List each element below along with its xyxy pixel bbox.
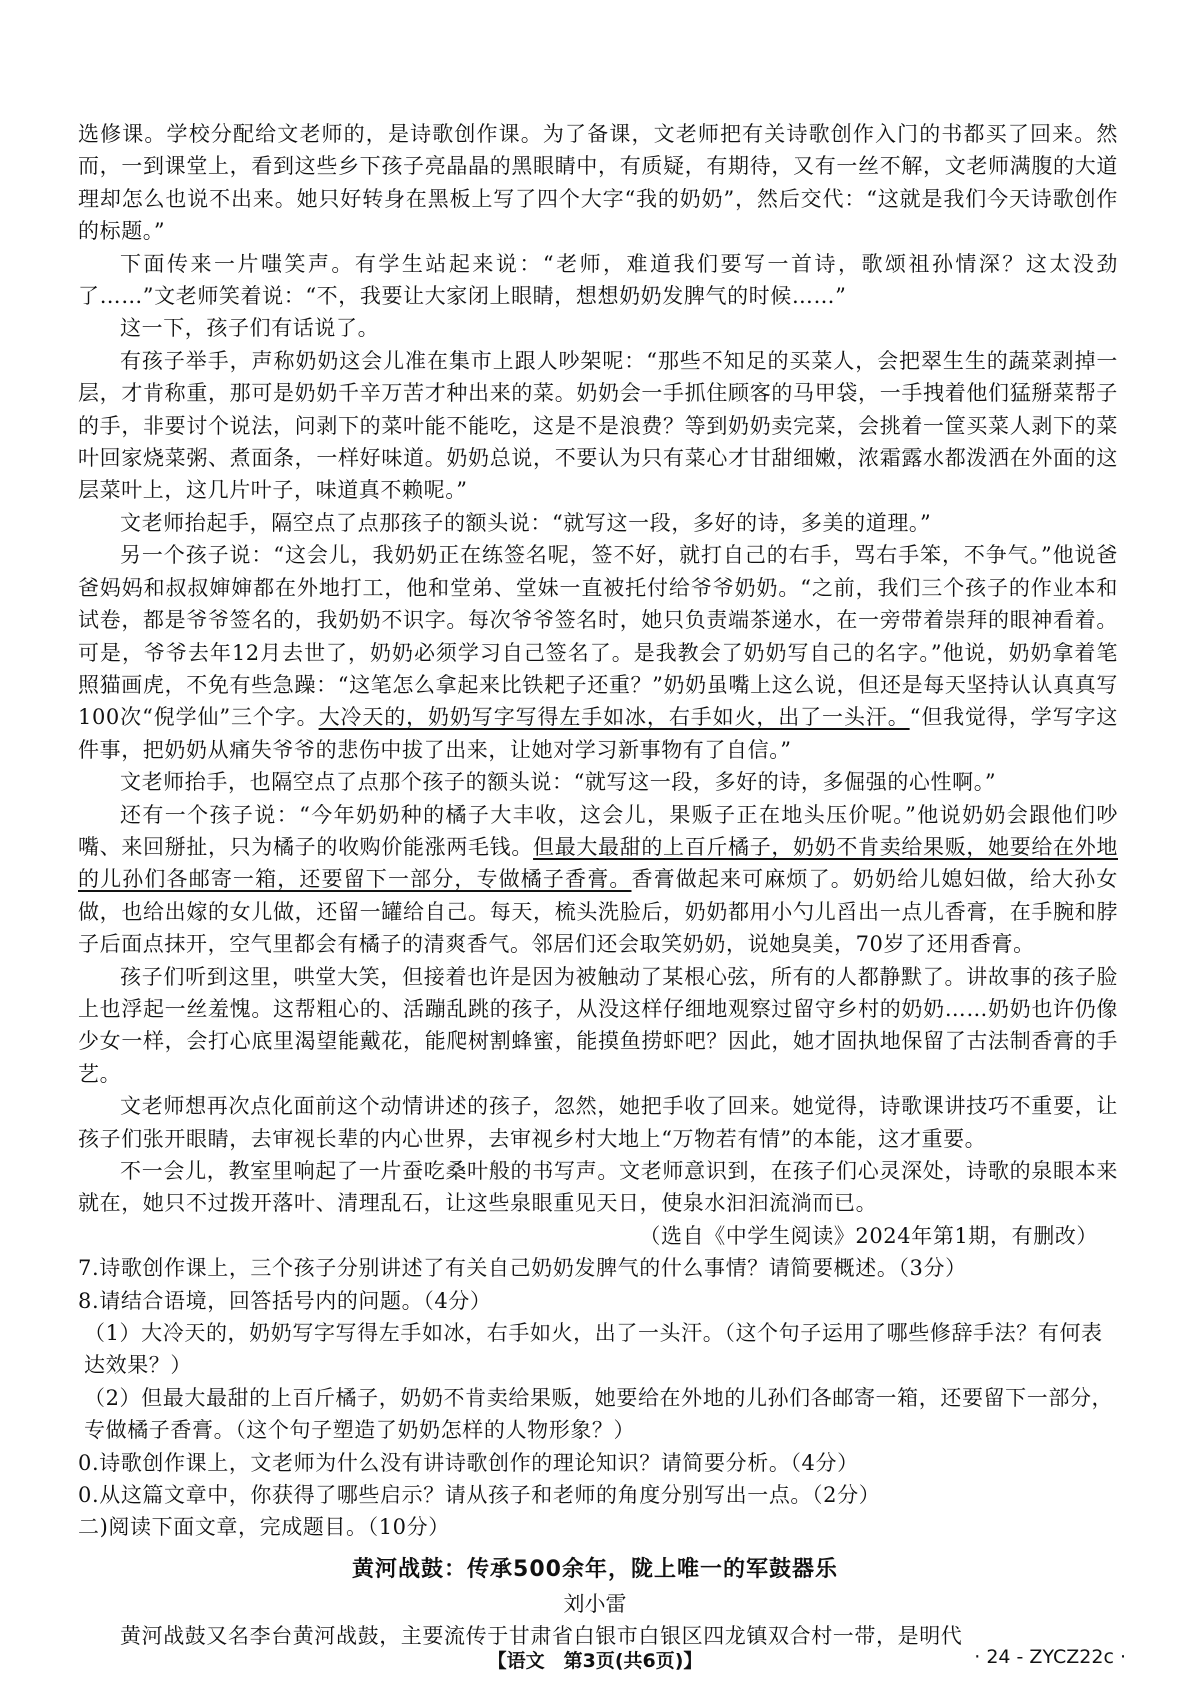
paragraph-4: 有孩子举手，声称奶奶这会儿准在集市上跟人吵架呢：“那些不知足的买菜人，会把翠生生的蔬菜剥掉一层，才肯称重，那可是奶奶千辛万苦才种出来的菜。奶奶会一手抓住顾客的马甲袋，一手拽着他们猛掰菜帮子的手，非要讨个说法，问剥下的菜叶能不能吃，这是不是浪费？等到奶奶卖完菜，会挑着一筐买菜人剥下的菜叶回家烧菜粥、煮面条，一样好味道。奶奶总说，不要认为只有菜心才甘甜细嫩，浓霜露水都泼洒在外面的这层菜叶上，这几片叶子，味道真不赖呢。” xyxy=(78,348,1118,503)
underlined-sentence-1: 大冷天的，奶奶写字写得左手如冰，右手如火，出了一头汗。 xyxy=(318,705,910,730)
question-8-2: （2）但最大最甜的上百斤橘子，奶奶不肯卖给果贩，她要给在外地的儿孙们各邮寄一箱，还要留下一部分，专做橘子香膏。（这个句子塑造了奶奶怎样的人物形象？） xyxy=(84,1385,1114,1443)
paragraph-1: 选修课。学校分配给文老师的，是诗歌创作课。为了备课，文老师把有关诗歌创作入门的书都买了回来。然而，一到课堂上，看到这些乡下孩子亮晶晶的黑眼睛中，有质疑，有期待，又有一丝不解，文老师满腹的大道理却怎么也说不出来。她只好转身在黑板上写了四个大字“我的奶奶”，然后交代：“这就是我们今天诗歌创作的标题。” xyxy=(78,122,1118,244)
article-first-line: 黄河战鼓又名李台黄河战鼓，主要流传于甘肃省白银市白银区四龙镇双合村一带，是明代 xyxy=(120,1624,963,1648)
exam-code: · 24 - ZYCZ22c · xyxy=(974,1646,1126,1668)
paragraph-6-tail: “但我觉得，学写字这件事，把奶奶从痛失爷爷的悲伤中拔了出来，让她对学习新事物有了自信。” xyxy=(78,705,1118,762)
paragraph-7: 文老师抬手，也隔空点了点那个孩子的额头说：“就写这一段，多好的诗，多倔强的心性啊。” xyxy=(120,770,997,795)
article-title: 黄河战鼓：传承500余年，陇上唯一的军鼓器乐 xyxy=(352,1557,838,1582)
page-footer xyxy=(0,1646,1190,1676)
question-8: 8.请结合语境，回答括号内的问题。（4分） xyxy=(78,1288,492,1313)
paragraph-5: 文老师抬起手，隔空点了点那孩子的额头说：“就写这一段，多好的诗，多美的道理。” xyxy=(120,510,932,535)
paragraph-11: 不一会儿，教室里响起了一片蚕吃桑叶般的书写声。文老师意识到，在孩子们心灵深处，诗歌的泉眼本来就在，她只不过拨开落叶、清理乱石，让这些泉眼重见天日，使泉水汩汩流淌而已。 xyxy=(78,1159,1118,1216)
article-author: 刘小雷 xyxy=(563,1592,627,1616)
section-2-heading: 二)阅读下面文章，完成题目。（10分） xyxy=(78,1515,450,1540)
paragraph-6-text: 另一个孩子说：“这会儿，我奶奶正在练签名呢，签不好，就打自己的右手，骂右手笨，不争气。”他说爸爸妈妈和叔叔婶婶都在外地打工，他和堂弟、堂妹一直被托付给爷爷奶奶。“之前，我们三个孩子的作业本和试卷，都是爷爷签名的，我奶奶不识字。每次爷爷签名时，她只负责端茶递水，在一旁带着崇拜的眼神看着。可是，爷爷去年12月去世了，奶奶必须学习自己签名了。是我教会了奶奶写自己的名字。”他说，奶奶拿着笔照猫画虎，不免有些急躁：“这笔怎么拿起来比铁耙子还重？”奶奶虽嘴上这么说，但还是每天坚持认认真真写100次“倪学仙”三个字。 xyxy=(78,543,1118,730)
page-number: 【语文 第3页(共6页)】 xyxy=(487,1650,703,1672)
paragraph-3: 这一下，孩子们有话说了。 xyxy=(120,316,380,341)
underlined-sentence-2: 但最大最甜的上百斤橘子，奶奶不肯卖给果贩，她要给在外地的儿孙们各邮寄一箱，还要留下一部分，专做橘子香膏。 xyxy=(78,834,1118,892)
story-body xyxy=(78,118,1118,1544)
question-9: 0.诗歌创作课上，文老师为什么没有讲诗歌创作的理论知识？请简要分析。（4分） xyxy=(78,1450,859,1475)
paragraph-10: 文老师想再次点化面前这个动情讲述的孩子，忽然，她把手收了回来。她觉得，诗歌课讲技巧不重要，让孩子们张开眼睛，去审视长辈的内心世界，去审视乡村大地上“万物若有情”的本能，这才重要。 xyxy=(78,1094,1118,1151)
question-8-1: （1）大冷天的，奶奶写字写得左手如冰，右手如火，出了一头汗。（这个句子运用了哪些修辞手法？有何表达效果？） xyxy=(84,1321,1103,1378)
paragraph-6 xyxy=(78,539,1118,766)
paragraph-8-text: 还有一个孩子说：“今年奶奶种的橘子大丰收，这会儿，果贩子正在地头压价呢。”他说奶奶会跟他们吵嘴、来回掰扯，只为橘子的收购价能涨两毛钱。 xyxy=(78,802,1118,859)
source-citation: （选自《中学生阅读》2024年第1期，有删改） xyxy=(639,1223,1098,1248)
question-10: 0.从这篇文章中，你获得了哪些启示？请从孩子和老师的角度分别写出一点。（2分） xyxy=(78,1483,881,1508)
paragraph-2: 下面传来一片嗤笑声。有学生站起来说：“老师，难道我们要写一首诗，歌颂祖孙情深？这太没劲了……”文老师笑着说：“不，我要让大家闭上眼睛，想想奶奶发脾气的时候……” xyxy=(78,251,1118,309)
paragraph-8 xyxy=(78,799,1118,961)
paragraph-9: 孩子们听到这里，哄堂大笑，但接着也许是因为被触动了某根心弦，所有的人都静默了。讲故事的孩子脸上也浮起一丝羞愧。这帮粗心的、活蹦乱跳的孩子，从没这样仔细地观察过留守乡村的奶奶……奶奶也许仍像少女一样，会打心底里渴望能戴花，能爬树割蜂蜜，能摸鱼捞虾吧？因此，她才固执地保留了古法制香膏的手艺。 xyxy=(78,964,1118,1086)
question-7: 7.诗歌创作课上，三个孩子分别讲述了有关自己奶奶发脾气的什么事情？请简要概述。（3分） xyxy=(78,1256,967,1281)
paragraph-8-tail: 香膏做起来可麻烦了。奶奶给儿媳妇做，给大孙女做，也给出嫁的女儿做，还留一罐给自己。每天，梳头洗脸后，奶奶都用小勺儿舀出一点儿香膏，在手腕和脖子后面点抹开，空气里都会有橘子的清爽香气。邻居们还会取笑奶奶，说她臭美，70岁了还用香膏。 xyxy=(78,867,1119,957)
